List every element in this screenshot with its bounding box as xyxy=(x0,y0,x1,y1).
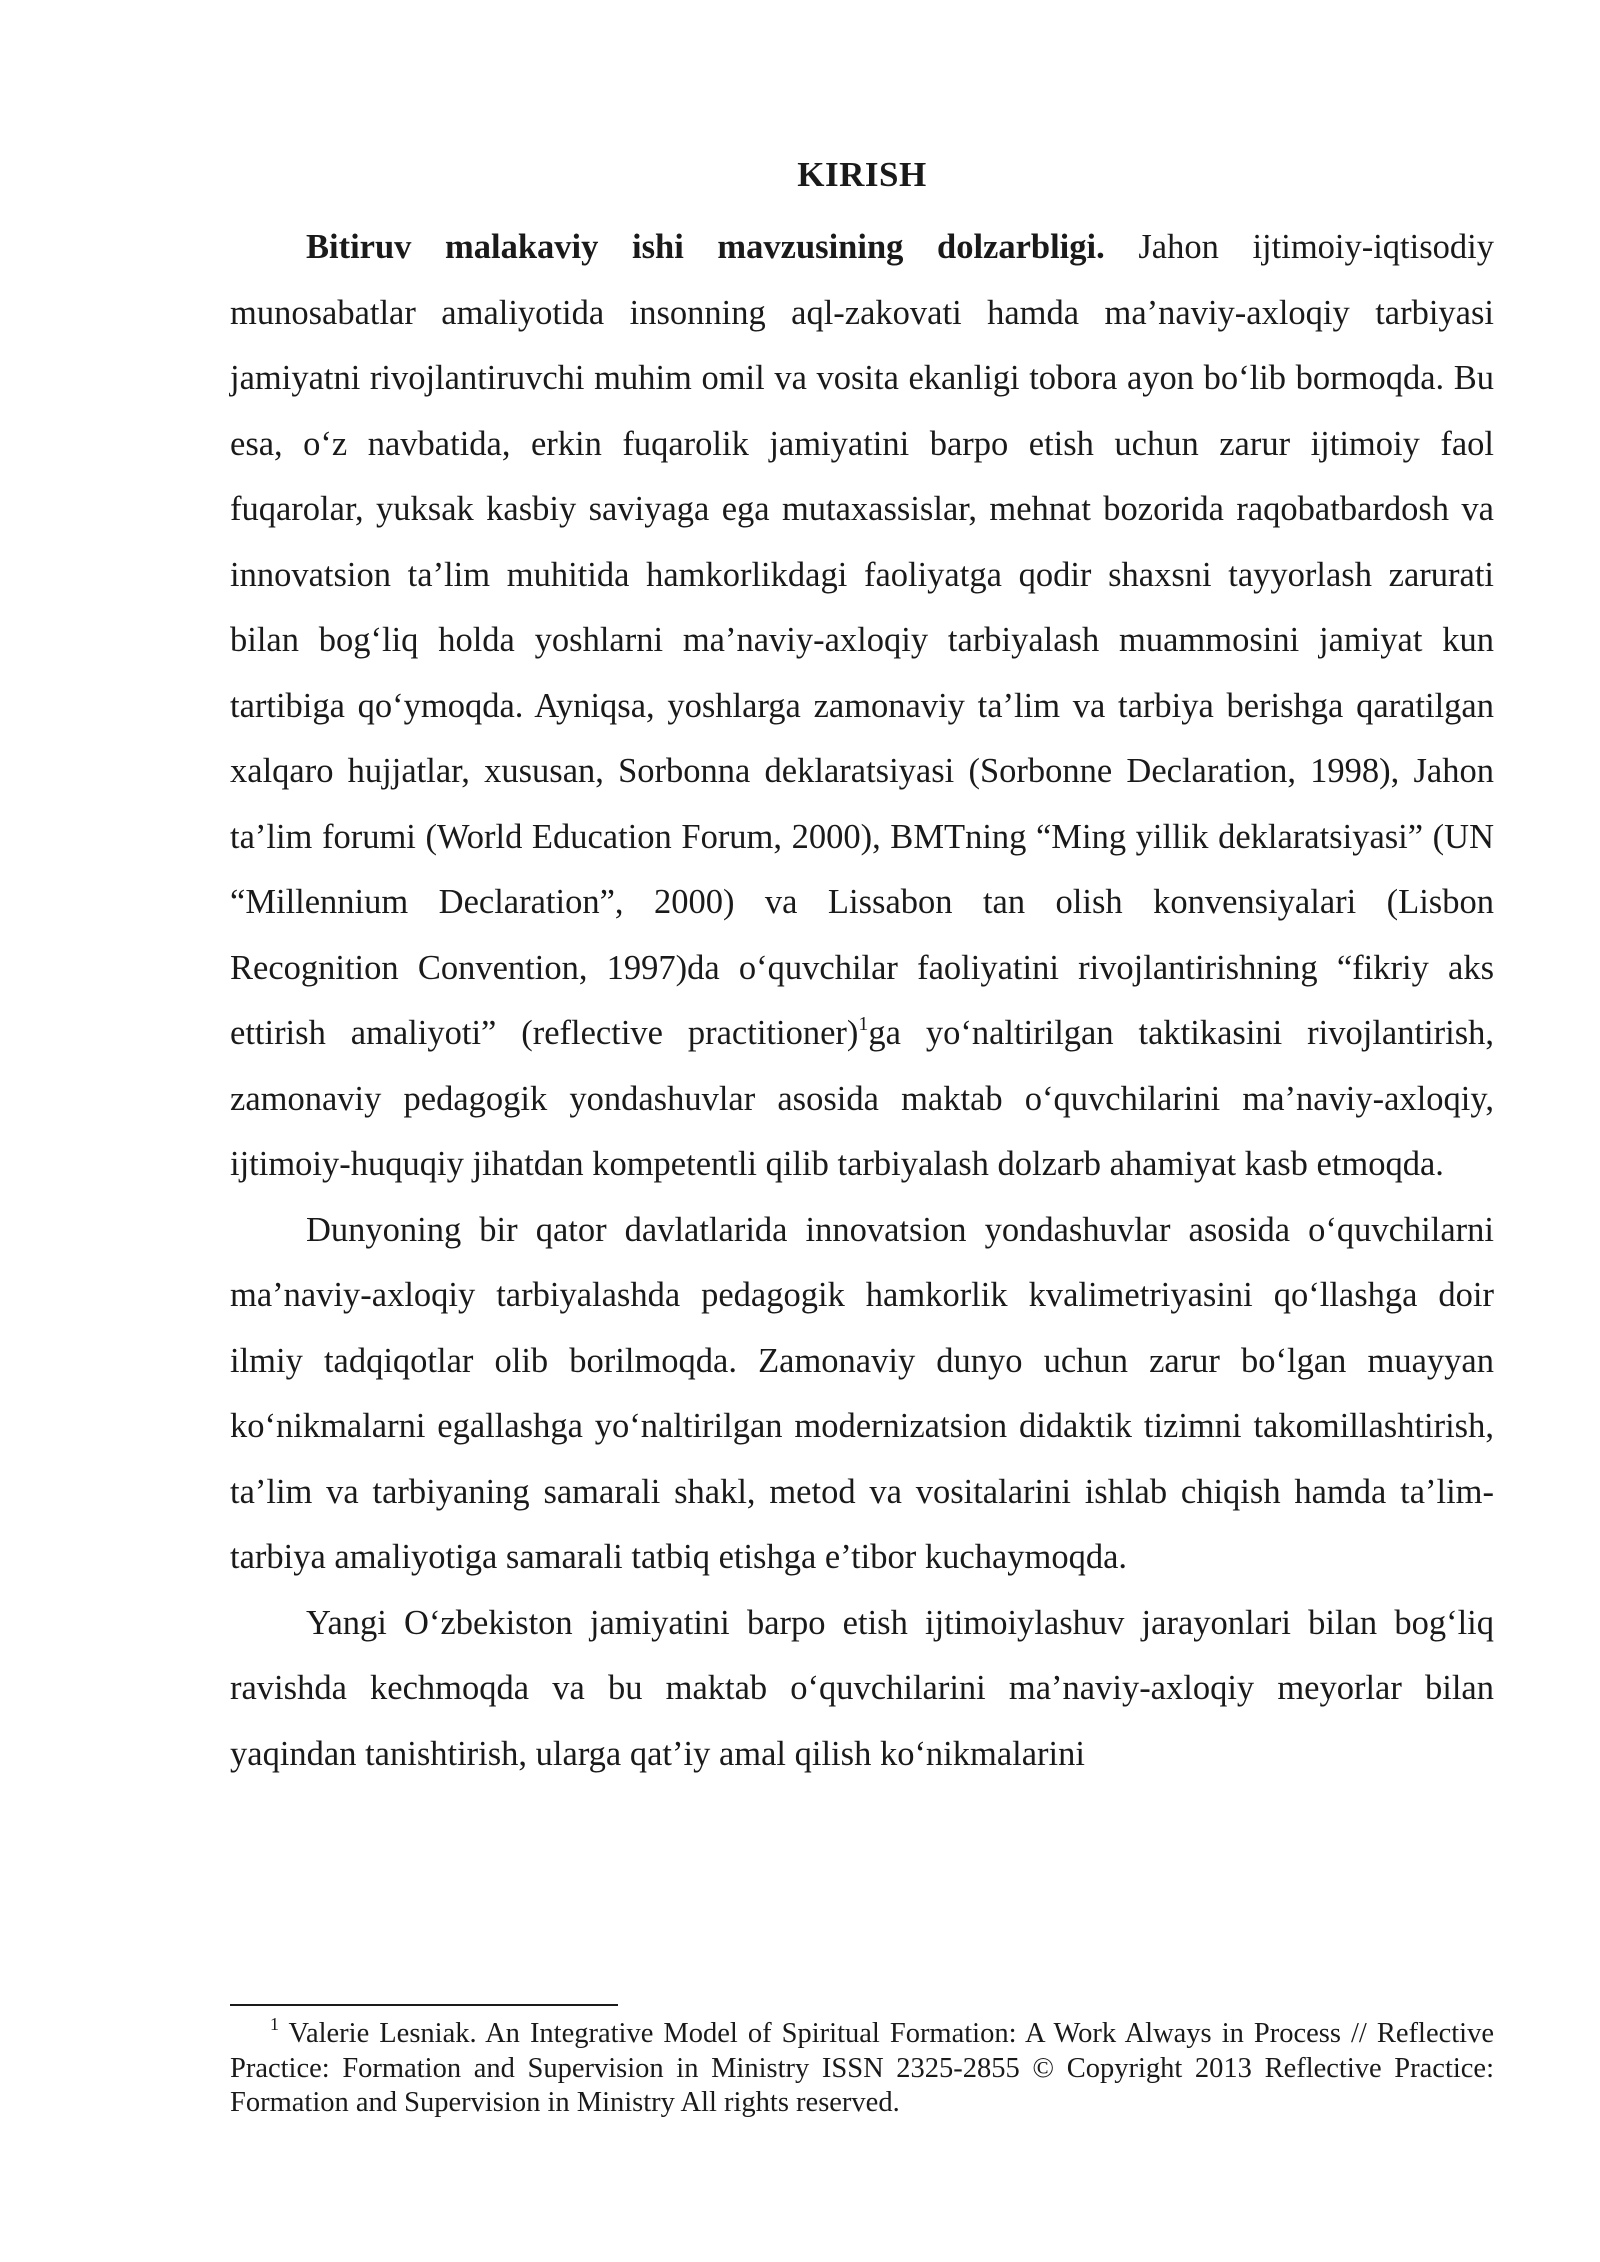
paragraph-innovative-approaches: Dunyoning bir qator davlatlarida innovatsion yondashuvlar asosida o‘quvchilarni ma’naviy-axloqiy tarbiyalashda pedagogik hamkorlik kvalimetriyasini qo‘llashga doir ilmiy tadqiqotlar olib borilmoqda. Zamonaviy dunyo uchun zarur bo‘lgan muayyan ko‘nikmalarni egallashga yo‘naltirilgan modernizatsion didaktik tizimni takomillashtirish, ta’lim va tarbiyaning samarali shakl, metod va vositalarini ishlab chiqish hamda ta’lim-tarbiya amaliyotiga samarali tatbiq etishga e’tibor kuchaymoqda. xyxy=(230,1210,1494,1576)
paragraph-relevance xyxy=(230,215,1494,1198)
footnote-number: 1 xyxy=(270,2014,279,2034)
paragraph-text: Jahon ijtimoiy-iqtisodiy munosabatlar amaliyotida insonning aql-zakovati hamda ma’naviy-axloqiy tarbiyasi jamiyatni rivojlantiruvchi muhim omil va vosita ekanligi tobora ayon bo‘lib bormoqda. Bu esa, o‘z navbatida, erkin fuqarolik jamiyatini barpo etish uchun zarur ijtimoiy faol fuqarolar, yuksak kasbiy saviyaga ega mutaxassislar, mehnat bozorida raqobatbardosh va innovatsion ta’lim muhitida hamkorlikdagi faoliyatga qodir shaxsni tayyorlash zarurati bilan bog‘liq holda yoshlarni ma’naviy-axloqiy tarbiyalash muammosini jamiyat kun tartibiga qo‘ymoqda. Ayniqsa, yoshlarga zamonaviy ta’lim va tarbiya berishga qaratilgan xalqaro hujjatlar, xususan, Sorbonna deklaratsiyasi (Sorbonne Declaration, 1998), Jahon ta’lim forumi (World Education Forum, 2000), BMTning “Ming yillik deklaratsiyasi” (UN “Millennium Declaration”, 2000) va Lissabon tan olish konvensiyalari (Lisbon Recognition Convention, 1997)da o‘quvchilar faoliyatini rivojlantirishning “fikriy aks ettirish amaliyoti” (reflective practitioner) xyxy=(230,228,1494,1052)
paragraph-new-uzbekistan: Yangi O‘zbekiston jamiyatini barpo etish ijtimoiylashuv jarayonlari bilan bog‘liq ravishda kechmoqda va bu maktab o‘quvchilarini ma’naviy-axloqiy meyorlar bilan yaqindan tanishtirish, ularga qat’iy amal qilish ko‘nikmalarini xyxy=(230,1603,1494,1773)
paragraph-lead-heading: Bitiruv malakaviy ishi mavzusining dolzarbligi. xyxy=(306,228,1105,266)
footnote-text: Valerie Lesniak. An Integrative Model of Spiritual Formation: A Work Always in Process // Reflective Practice: Formation and Supervision in Ministry ISSN 2325-2855 © Copyright 2013 Reflective Practice: Formation and Supervision in Ministry All rights reserved. xyxy=(230,2018,1494,2118)
footnote xyxy=(230,2014,1494,2121)
document-page xyxy=(230,150,1494,1787)
paragraph-text-continued: ga yo‘naltirilgan taktikasini rivojlantirish, zamonaviy pedagogik yondashuvlar asosida maktab o‘quvchilarini ma’naviy-axloqiy, ijtimoiy-huquqiy jihatdan kompetentli qilib tarbiyalash dolzarb ahamiyat kasb etmoqda. xyxy=(230,1014,1495,1183)
footnote-separator xyxy=(230,2004,618,2006)
page-title: KIRISH xyxy=(797,155,927,194)
footnote-reference[interactable]: 1 xyxy=(858,1013,869,1035)
